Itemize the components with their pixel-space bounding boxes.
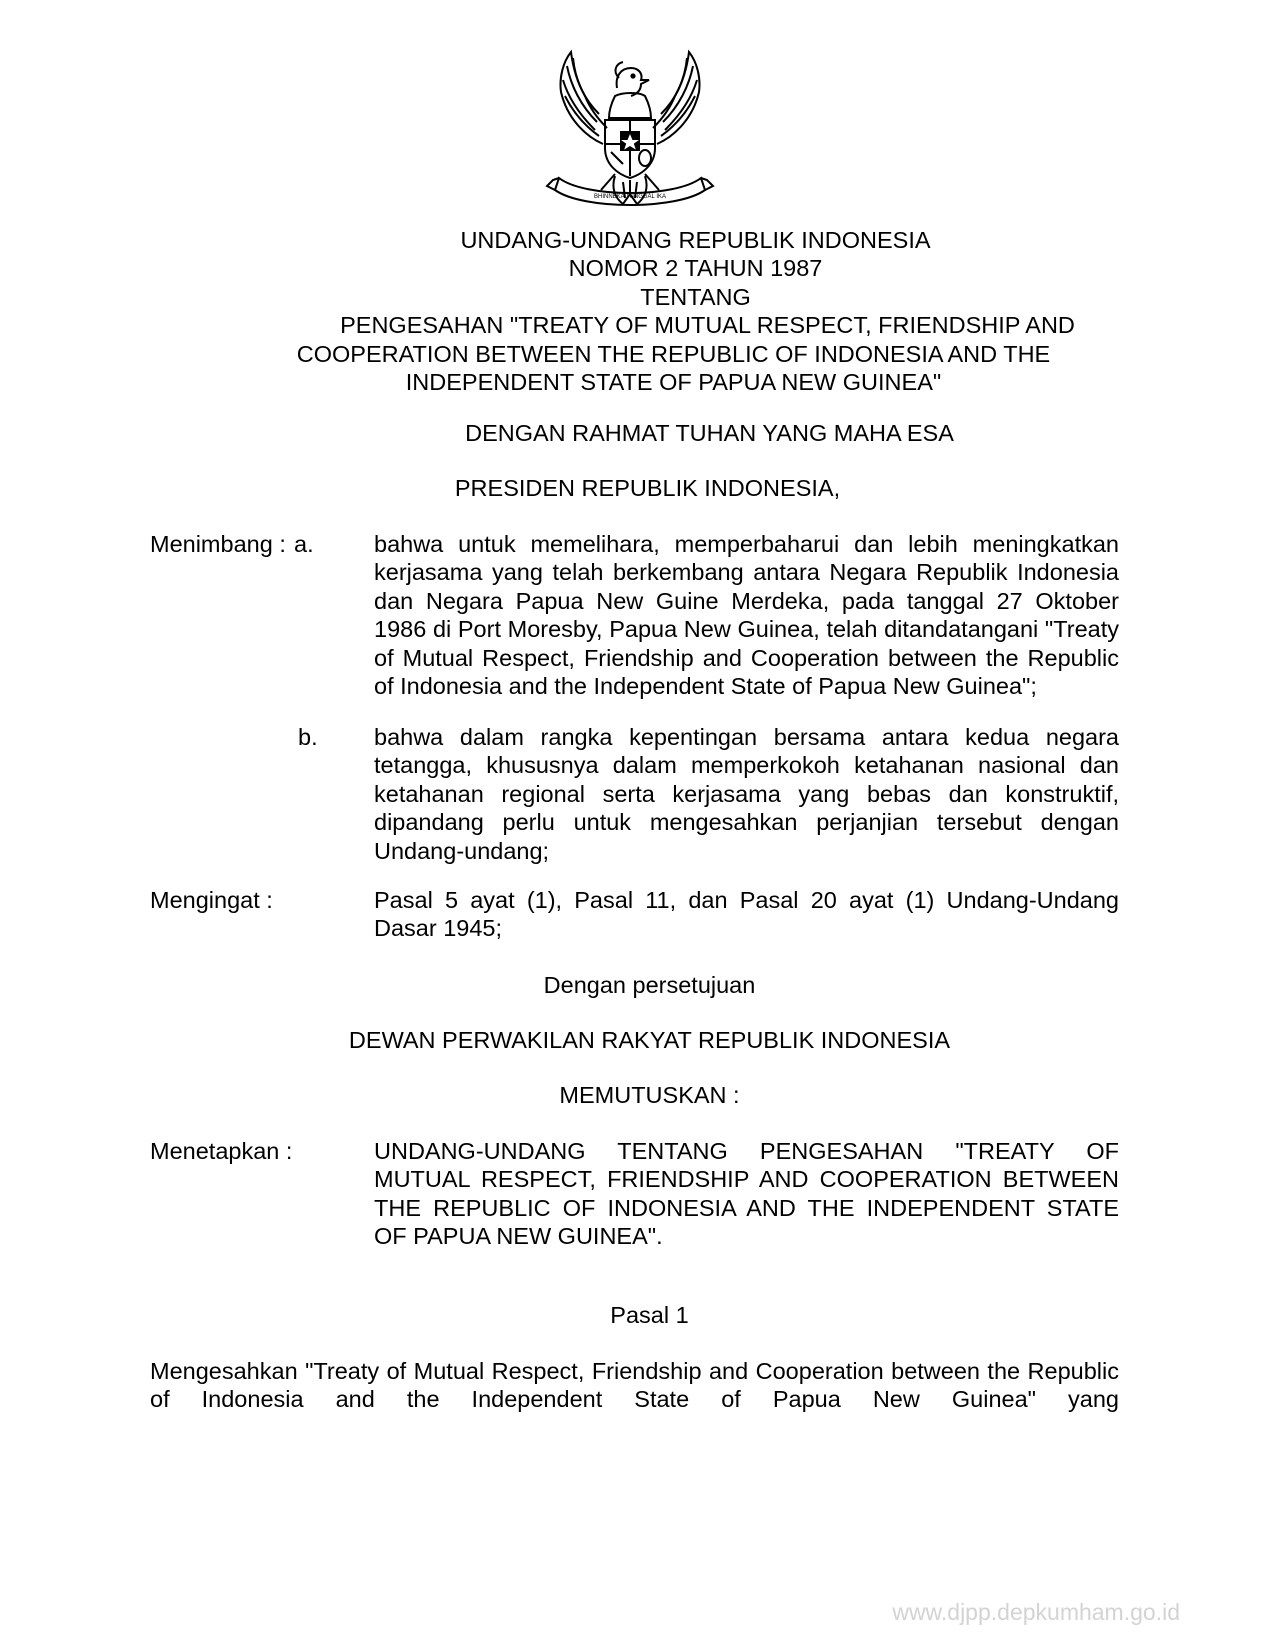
- menimbang-label: Menimbang :: [150, 531, 286, 557]
- law-subject-line-3: INDEPENDENT STATE OF PAPUA NEW GUINEA": [405, 369, 942, 396]
- approval-line: Dengan persetujuan: [543, 972, 756, 998]
- law-title: UNDANG-UNDANG REPUBLIK INDONESIA: [460, 227, 931, 253]
- dpr-line: DEWAN PERWAKILAN RAKYAT REPUBLIK INDONESIA: [348, 1027, 951, 1053]
- decision-line: MEMUTUSKAN :: [559, 1082, 740, 1108]
- menimbang-item-a: bahwa untuk memelihara, memperbaharui dan lebih meningkatkan kerjasama yang telah berkembang antara Negara Republik Indonesia dan Negara Papua New Guine Merdeka, pada tanggal 27 Oktober 1986 di Port Moresby, Papua New Guinea, telah ditandatangani "Treaty of Mutual Respect, Friendship and Cooperation between the Republic of Indonesia and the Independent State of Papua New Guinea";: [374, 531, 1119, 700]
- law-subject-line-1: PENGESAHAN "TREATY OF MUTUAL RESPECT, FRIENDSHIP AND: [340, 312, 1075, 339]
- menetapkan-text: UNDANG-UNDANG TENTANG PENGESAHAN "TREATY OF MUTUAL RESPECT, FRIENDSHIP AND COOPERATION BETWEEN THE REPUBLIC OF INDONESIA AND THE INDEPENDENT STATE OF PAPUA NEW GUINEA".: [374, 1138, 1119, 1250]
- svg-text:BHINNEKA TUNGGAL IKA: BHINNEKA TUNGGAL IKA: [593, 194, 667, 200]
- law-about: TENTANG: [640, 283, 751, 310]
- law-number: NOMOR 2 TAHUN 1987: [568, 255, 823, 282]
- menetapkan-label: Menetapkan :: [150, 1138, 293, 1164]
- document-title: [0, 226, 1275, 396]
- source-watermark: www.djpp.depkumham.go.id: [892, 1599, 1180, 1625]
- menimbang-item-b: bahwa dalam rangka kepentingan bersama antara kedua negara tetangga, khususnya dalam memperkokoh ketahanan nasional dan ketahanan regional serta kerjasama yang bebas dan konstruktif, dipandang perlu untuk mengesahkan perjanjian tersebut dengan Undang-undang;: [374, 724, 1119, 864]
- pasal-1-text: Mengesahkan "Treaty of Mutual Respect, Friendship and Cooperation between the Republic of Indonesia and the Independent State of Papua New Guinea" yang: [150, 1358, 1119, 1413]
- menimbang-item-b-marker: b.: [298, 724, 318, 750]
- mengingat-text: Pasal 5 ayat (1), Pasal 11, dan Pasal 20 ayat (1) Undang-Undang Dasar 1945;: [374, 887, 1119, 942]
- law-subject-line-2: COOPERATION BETWEEN THE REPUBLIC OF INDONESIA AND THE: [296, 340, 1051, 367]
- president-line: PRESIDEN REPUBLIK INDONESIA,: [454, 475, 841, 501]
- blessing-line: DENGAN RAHMAT TUHAN YANG MAHA ESA: [465, 420, 954, 446]
- menimbang-item-a-marker: a.: [294, 531, 314, 557]
- mengingat-label: Mengingat :: [150, 887, 273, 913]
- pasal-1-heading: Pasal 1: [610, 1302, 689, 1328]
- garuda-emblem-icon: [545, 48, 715, 214]
